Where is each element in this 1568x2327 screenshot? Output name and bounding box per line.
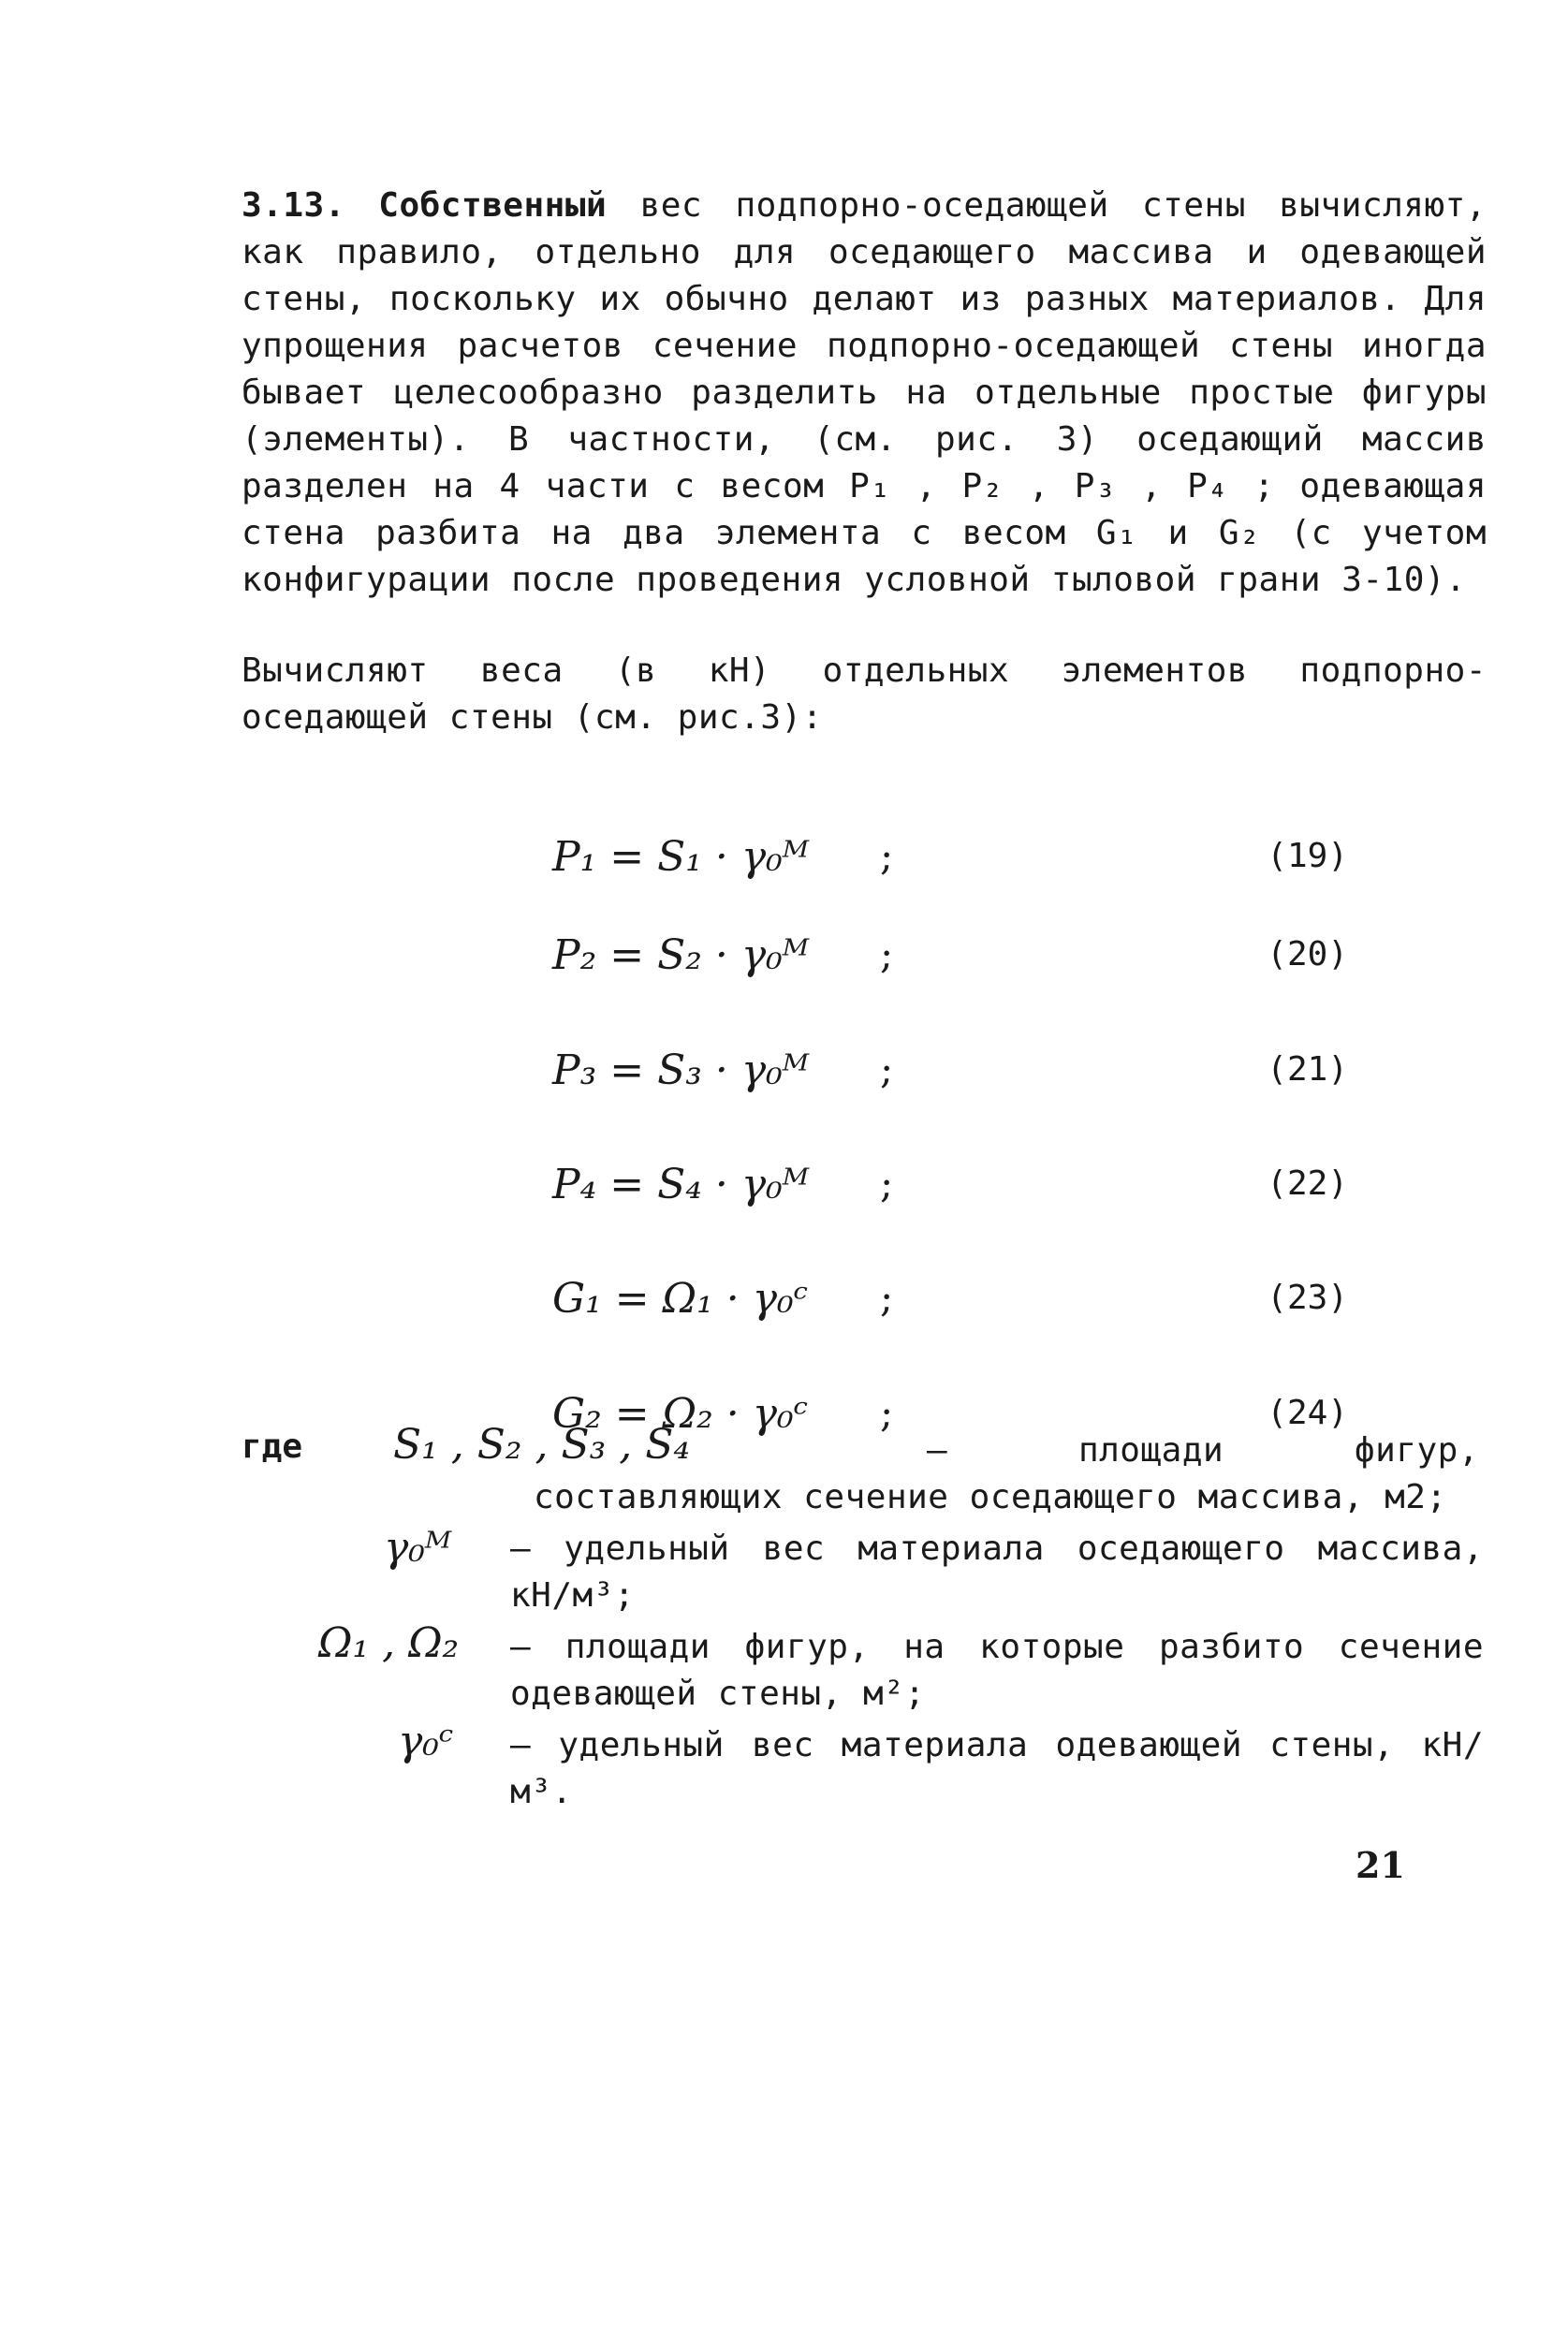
equation-semicolon: ; <box>880 931 894 977</box>
equation-19 <box>552 833 1348 899</box>
equation-number: (21) <box>1267 1050 1348 1089</box>
equation-formula: P₁ = S₁ · γ₀ᴹ <box>552 833 810 881</box>
section-body: вес подпорно-оседающей стены вычисляют, как правило, отдельно для оседающего массива и одевающей стены, поскольку их обычно делают из разных материалов. Для упрощения расчетов сечение подпорно-оседающей стены иногда бывает целесообразно разделить на отдельные простые фигуры (элементы). В частности, (см. рис. 3) оседающий массив разделен на 4 части с весом P₁ , P₂ , P₃ , P₄ ; одевающая стена разбита на два элемента с весом G₁ и G₂ (с учетом конфигурации после проведения условной тыловой грани 3-10). <box>242 186 1487 599</box>
definition-symbol-omega: Ω₁ , Ω₂ <box>318 1619 460 1667</box>
equation-semicolon: ; <box>880 1275 894 1321</box>
intro-paragraph: Вычисляют веса (в кН) отдельных элементов подпорно-оседающей стены (см. рис.3): <box>242 651 1487 737</box>
equation-semicolon: ; <box>880 833 894 879</box>
equation-semicolon: ; <box>880 1161 894 1207</box>
definition-text-s: – площади фигур, составляющих сечение оседающего массива, м2; <box>534 1431 1479 1516</box>
equation-number: (23) <box>1267 1279 1348 1317</box>
equation-20 <box>552 931 1348 997</box>
definition-text-omega: – площади фигур, на которые разбито сечение одевающей стены, м²; <box>510 1628 1484 1713</box>
definition-symbol-gamma-m: γ₀ᴹ <box>384 1524 452 1572</box>
equation-number: (22) <box>1267 1164 1348 1203</box>
equation-number: (20) <box>1267 935 1348 973</box>
equation-number: (19) <box>1267 837 1348 875</box>
section-text <box>242 183 1487 604</box>
definition-text-gamma-c: – удельный вес материала одевающей стены, кН/м³. <box>510 1726 1484 1811</box>
equation-formula: P₄ = S₄ · γ₀ᴹ <box>552 1161 810 1208</box>
definition-text-gamma-m: – удельный вес материала оседающего массива, кН/м³; <box>510 1529 1484 1615</box>
equation-formula: G₁ = Ω₁ · γ₀ᶜ <box>552 1275 809 1323</box>
section-number: 3.13. <box>242 186 345 225</box>
equation-21 <box>552 1046 1348 1112</box>
where-label: где <box>242 1427 303 1466</box>
equation-formula: P₂ = S₂ · γ₀ᴹ <box>552 931 810 979</box>
equation-number: (24) <box>1267 1394 1348 1432</box>
section-paragraph <box>242 183 1487 604</box>
equation-semicolon: ; <box>880 1046 894 1092</box>
definition-symbol-gamma-c: γ₀ᶜ <box>398 1718 454 1765</box>
equation-formula: G₂ = Ω₂ · γ₀ᶜ <box>552 1390 809 1438</box>
section-lead: Собственный <box>378 186 608 225</box>
equation-22 <box>552 1161 1348 1226</box>
definition-symbol-s: S₁ , S₂ , S₃ , S₄ <box>393 1421 691 1469</box>
equation-23 <box>552 1275 1348 1340</box>
equation-semicolon: ; <box>880 1390 894 1436</box>
equation-formula: P₃ = S₃ · γ₀ᴹ <box>552 1046 810 1094</box>
page-number: 21 <box>1356 1844 1405 1886</box>
